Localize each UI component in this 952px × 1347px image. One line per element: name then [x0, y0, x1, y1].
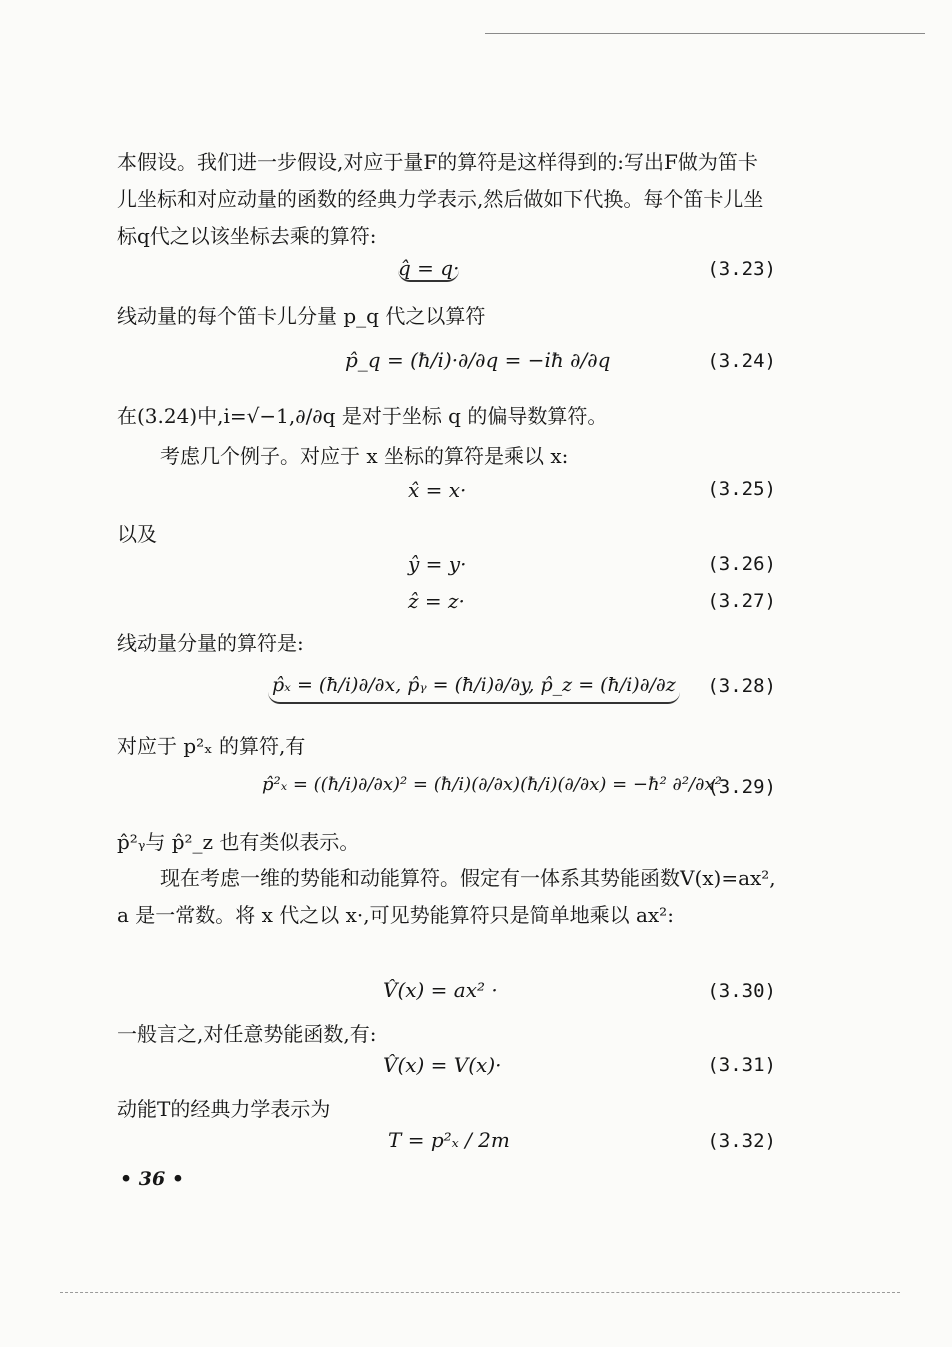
equation-expr: q̂ = q·	[398, 256, 460, 280]
equation-3-27: ẑ = z·	[408, 589, 465, 613]
equation-3-26: ŷ = y·	[408, 552, 467, 576]
equation-number: (3.26)	[707, 553, 776, 575]
equation-number: (3.31)	[707, 1054, 776, 1076]
paragraph-similar: p̂²ᵧ与 p̂²_z 也有类似表示。	[117, 830, 360, 854]
equation-3-25: x̂ = x·	[408, 478, 467, 502]
paragraph-and: 以及	[117, 522, 157, 546]
top-rule	[485, 33, 925, 34]
paragraph-momentum-components: 线动量分量的算符是:	[117, 631, 304, 655]
equation-number: (3.25)	[707, 478, 776, 500]
equation-3-30: V̂(x) = ax² ·	[383, 978, 498, 1002]
equation-number: (3.28)	[707, 675, 776, 697]
equation-number: (3.27)	[707, 590, 776, 612]
paragraph-px-squared: 对应于 p²ₓ 的算符,有	[117, 734, 306, 758]
equation-number: (3.24)	[707, 350, 776, 372]
paragraph-kinetic-energy: 动能T的经典力学表示为	[117, 1097, 331, 1121]
equation-number: (3.29)	[707, 776, 776, 798]
paragraph-linear-momentum: 线动量的每个笛卡儿分量 p_q 代之以算符	[117, 304, 486, 328]
equation-3-29: p̂²ₓ = ((ħ/i)∂/∂x)² = (ħ/i)(∂/∂x)(ħ/i)(∂/∂x) = −ħ² ∂²/∂x²	[262, 774, 722, 795]
equation-number: (3.23)	[707, 258, 776, 280]
paragraph-partial-derivative: 在(3.24)中,i=√−1,∂/∂q 是对于坐标 q 的偏导数算符。	[117, 404, 608, 428]
equation-3-28	[268, 674, 680, 696]
equation-expr: p̂ₓ = (ħ/i)∂/∂x, p̂ᵧ = (ħ/i)∂/∂y, p̂_z = (ħ/i)∂/∂z	[268, 674, 680, 704]
equation-number: (3.32)	[707, 1130, 776, 1152]
bottom-rule	[60, 1292, 900, 1293]
equation-3-32: T = p²ₓ / 2m	[388, 1128, 510, 1152]
equation-3-23	[398, 256, 459, 280]
paragraph-intro: 本假设。我们进一步假设,对应于量F的算符是这样得到的:写出F做为笛卡儿坐标和对应动量的函数的经典力学表示,然后做如下代换。每个笛卡儿坐标q代之以该坐标去乘的算符:	[117, 150, 764, 248]
paragraph-potential-energy: 现在考虑一维的势能和动能算符。假定有一体系其势能函数V(x)=ax², a 是一常数。将 x 代之以 x·,可见势能算符只是简单地乘以 ax²:	[117, 866, 776, 927]
paragraph-examples: 考虑几个例子。对应于 x 坐标的算符是乘以 x:	[160, 444, 569, 468]
paragraph-general: 一般言之,对任意势能函数,有:	[117, 1022, 377, 1046]
equation-3-31: V̂(x) = V(x)·	[383, 1053, 502, 1077]
equation-3-24: p̂_q = (ħ/i)·∂/∂q = −iħ ∂/∂q	[345, 348, 611, 372]
page-number: • 36 •	[120, 1168, 184, 1190]
equation-number: (3.30)	[707, 980, 776, 1002]
